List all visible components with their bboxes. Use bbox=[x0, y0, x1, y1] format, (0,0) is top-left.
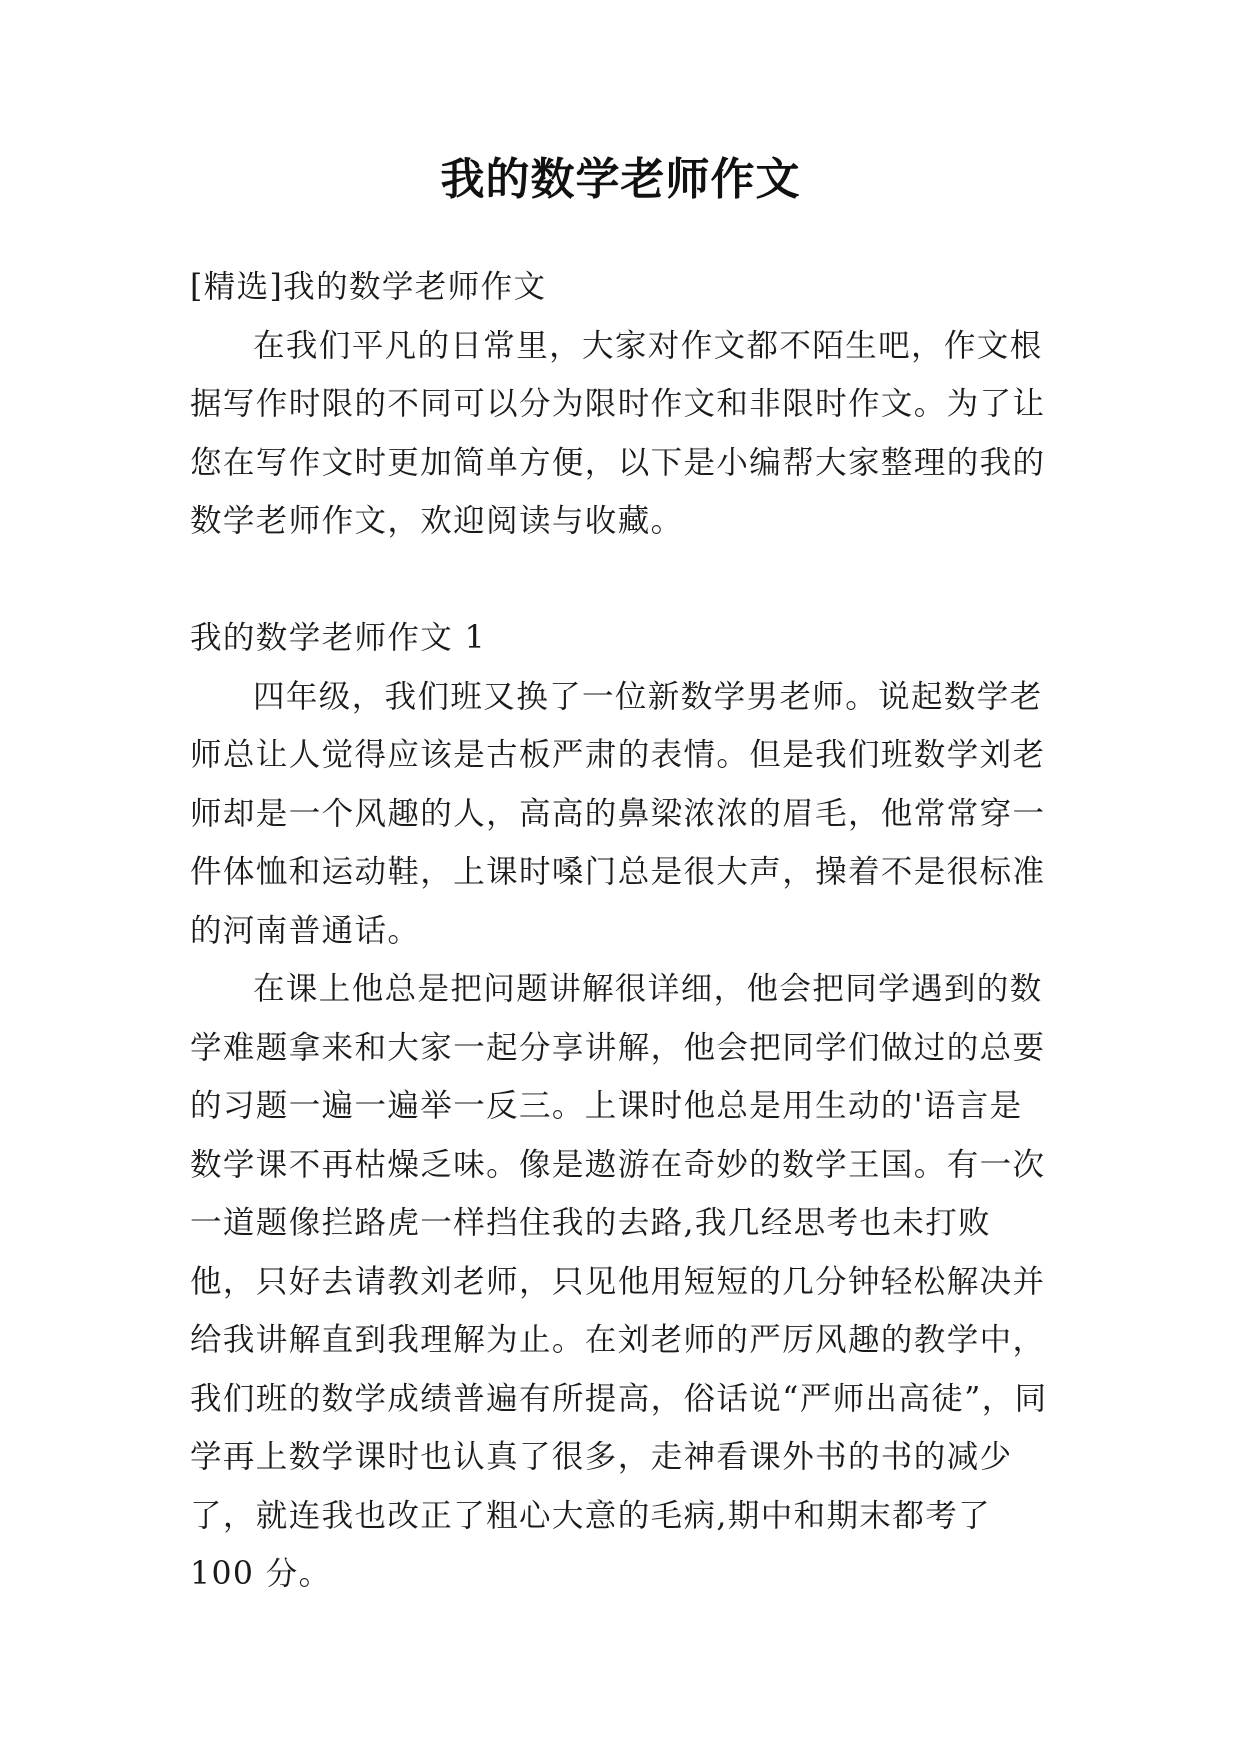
document-title: 我的数学老师作文 bbox=[440, 154, 801, 205]
document-subtitle: [精选]我的数学老师作文 bbox=[190, 269, 547, 305]
document-body bbox=[190, 258, 1052, 1604]
body-paragraph-2: 在课上他总是把问题讲解很详细，他会把同学遇到的数学难题拿来和大家一起分享讲解，他会把同学们做过的总要的习题一遍一遍举一反三。上课时他总是用生动的'语言是数学课不再枯燥乏味。像是遨游在奇妙的数学王国。有一次一道题像拦路虎一样挡住我的去路,我几经思考也未打败他，只好去请教刘老师，只见他用短短的几分钟轻松解决并给我讲解直到我理解为止。在刘老师的严厉风趣的教学中，我们班的数学成绩普遍有所提高，俗话说“严师出高徒”，同学再上数学课时也认真了很多，走神看课外书的书的减少了，就连我也改正了粗心大意的毛病,期中和期末都考了 100 分。 bbox=[190, 971, 1048, 1592]
paragraph-spacer bbox=[190, 551, 1052, 610]
intro-paragraph: 在我们平凡的日常里，大家对作文都不陌生吧，作文根据写作时限的不同可以分为限时作文和非限时作文。为了让您在写作文时更加简单方便，以下是小编帮大家整理的我的数学老师作文，欢迎阅读与收藏。 bbox=[190, 327, 1046, 539]
body-paragraph-1: 四年级，我们班又换了一位新数学男老师。说起数学老师总让人觉得应该是古板严肃的表情。但是我们班数学刘老师却是一个风趣的人，高高的鼻梁浓浓的眉毛，他常常穿一件体恤和运动鞋，上课时嗓门总是很大声，操着不是很标准的河南普通话。 bbox=[190, 678, 1046, 949]
section-heading: 我的数学老师作文 1 bbox=[190, 620, 487, 656]
